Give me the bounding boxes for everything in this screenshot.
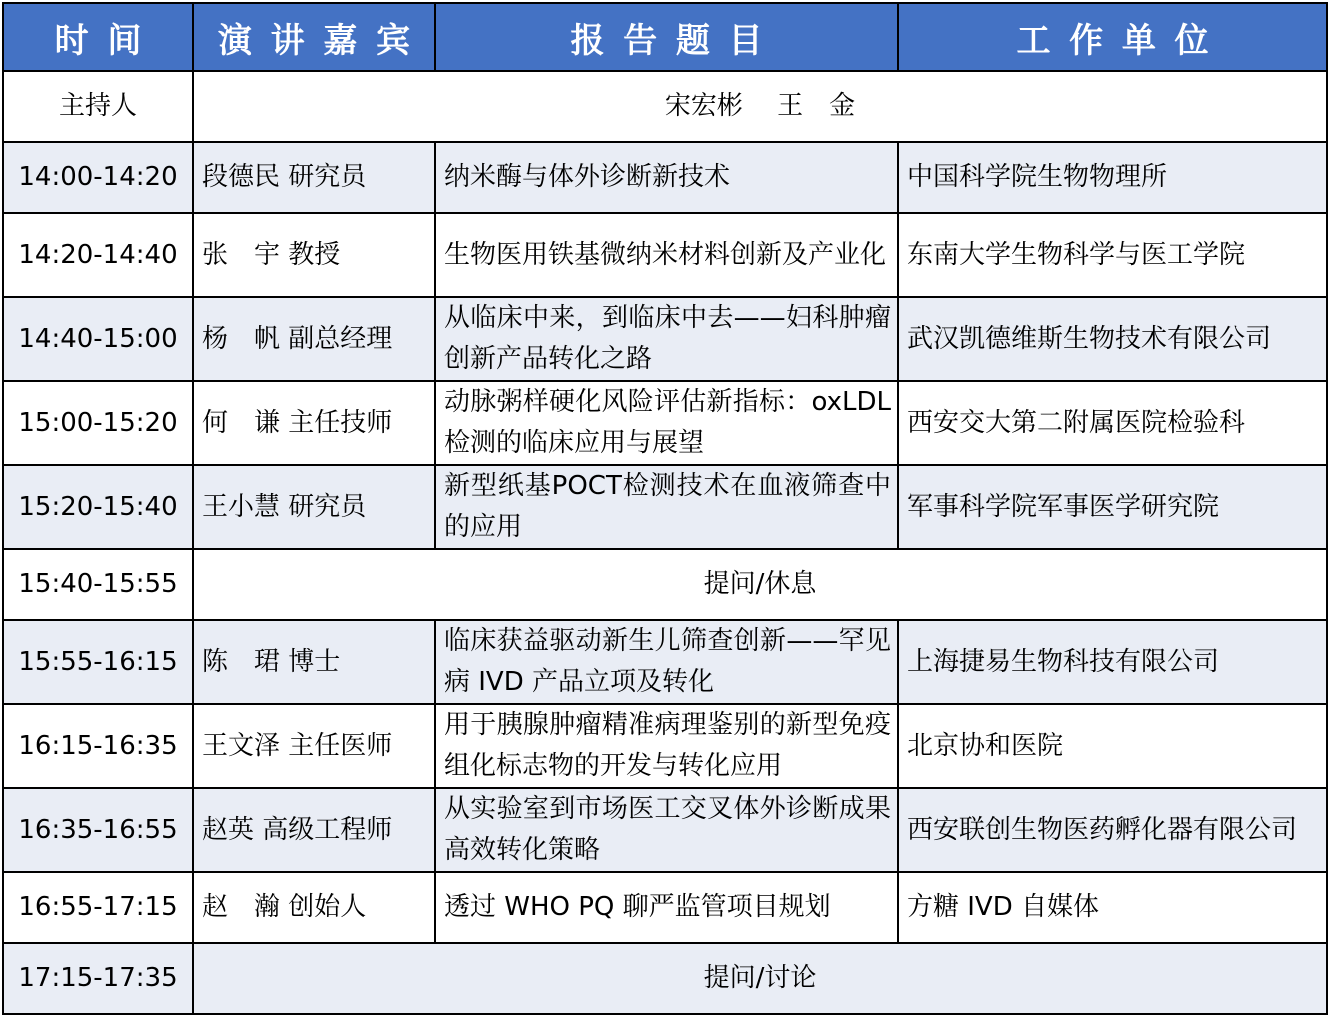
session-time: 14:00-14:20 — [3, 142, 193, 213]
organization: 方糖 IVD 自媒体 — [898, 872, 1327, 943]
speaker-cell — [193, 381, 435, 465]
speaker-title: 创始人 — [288, 892, 367, 922]
header-time: 时间 — [3, 3, 193, 71]
session-row — [3, 620, 1327, 704]
speaker-name: 何 谦 — [202, 407, 281, 438]
speaker-title: 教授 — [288, 239, 341, 270]
session-time: 17:15-17:35 — [3, 943, 193, 1014]
session-time: 14:40-15:00 — [3, 297, 193, 381]
session-row — [3, 142, 1327, 213]
speaker-cell — [193, 297, 435, 381]
session-time: 15:20-15:40 — [3, 465, 193, 549]
session-row — [3, 465, 1327, 549]
break-label: 提问/讨论 — [193, 943, 1327, 1014]
speaker-name: 赵英 — [202, 814, 255, 845]
speaker-name: 王小慧 — [202, 491, 281, 522]
header-org: 工作单位 — [898, 3, 1327, 71]
report-topic: 动脉粥样硬化风险评估新指标：oxLDL 检测的临床应用与展望 — [435, 381, 898, 465]
session-row — [3, 704, 1327, 788]
header-topic: 报告题目 — [435, 3, 898, 71]
speaker-name: 张 宇 — [202, 239, 281, 270]
agenda-table — [2, 2, 1328, 1015]
report-topic: 生物医用铁基微纳米材料创新及产业化 — [435, 213, 898, 297]
report-topic: 从实验室到市场医工交叉体外诊断成果高效转化策略 — [435, 788, 898, 872]
header-speaker: 演讲嘉宾 — [193, 3, 435, 71]
speaker-cell — [193, 872, 435, 943]
report-topic: 透过 WHO PQ 聊严监管项目规划 — [435, 872, 898, 943]
session-time: 15:55-16:15 — [3, 620, 193, 704]
speaker-title: 研究员 — [288, 162, 367, 192]
speaker-cell — [193, 213, 435, 297]
session-row — [3, 788, 1327, 872]
organization: 中国科学院生物物理所 — [898, 142, 1327, 213]
report-topic: 纳米酶与体外诊断新技术 — [435, 142, 898, 213]
organization: 西安交大第二附属医院检验科 — [898, 381, 1327, 465]
session-time: 16:55-17:15 — [3, 872, 193, 943]
break-row — [3, 549, 1327, 620]
organization: 东南大学生物科学与医工学院 — [898, 213, 1327, 297]
speaker-cell — [193, 465, 435, 549]
organization: 军事科学院军事医学研究院 — [898, 465, 1327, 549]
speaker-name: 杨 帆 — [202, 323, 281, 354]
organization: 北京协和医院 — [898, 704, 1327, 788]
break-row — [3, 943, 1327, 1014]
host-names: 宋宏彬 王 金 — [193, 71, 1327, 142]
session-time: 15:00-15:20 — [3, 381, 193, 465]
session-time: 16:35-16:55 — [3, 788, 193, 872]
organization: 上海捷易生物科技有限公司 — [898, 620, 1327, 704]
session-time: 14:20-14:40 — [3, 213, 193, 297]
host-row — [3, 71, 1327, 142]
host-label: 主持人 — [3, 71, 193, 142]
report-topic: 从临床中来，到临床中去——妇科肿瘤创新产品转化之路 — [435, 297, 898, 381]
speaker-title: 研究员 — [288, 491, 367, 522]
speaker-title: 博士 — [288, 646, 341, 677]
break-label: 提问/休息 — [193, 549, 1327, 620]
speaker-name: 段德民 — [202, 162, 281, 192]
organization: 西安联创生物医药孵化器有限公司 — [898, 788, 1327, 872]
speaker-title: 高级工程师 — [262, 814, 393, 845]
report-topic: 新型纸基POCT检测技术在血液筛查中的应用 — [435, 465, 898, 549]
speaker-title: 主任医师 — [288, 730, 393, 761]
session-time: 16:15-16:35 — [3, 704, 193, 788]
speaker-cell — [193, 704, 435, 788]
speaker-cell — [193, 620, 435, 704]
organization: 武汉凯德维斯生物技术有限公司 — [898, 297, 1327, 381]
speaker-name: 赵 瀚 — [202, 892, 281, 922]
session-row — [3, 872, 1327, 943]
session-row — [3, 213, 1327, 297]
speaker-cell — [193, 142, 435, 213]
session-row — [3, 297, 1327, 381]
report-topic: 临床获益驱动新生儿筛查创新——罕见病 IVD 产品立项及转化 — [435, 620, 898, 704]
speaker-title: 副总经理 — [288, 323, 393, 354]
session-time: 15:40-15:55 — [3, 549, 193, 620]
header-row — [3, 3, 1327, 71]
speaker-title: 主任技师 — [288, 407, 393, 438]
speaker-name: 王文泽 — [202, 730, 281, 761]
speaker-name: 陈 珺 — [202, 646, 281, 677]
report-topic: 用于胰腺肿瘤精准病理鉴别的新型免疫组化标志物的开发与转化应用 — [435, 704, 898, 788]
speaker-cell — [193, 788, 435, 872]
session-row — [3, 381, 1327, 465]
